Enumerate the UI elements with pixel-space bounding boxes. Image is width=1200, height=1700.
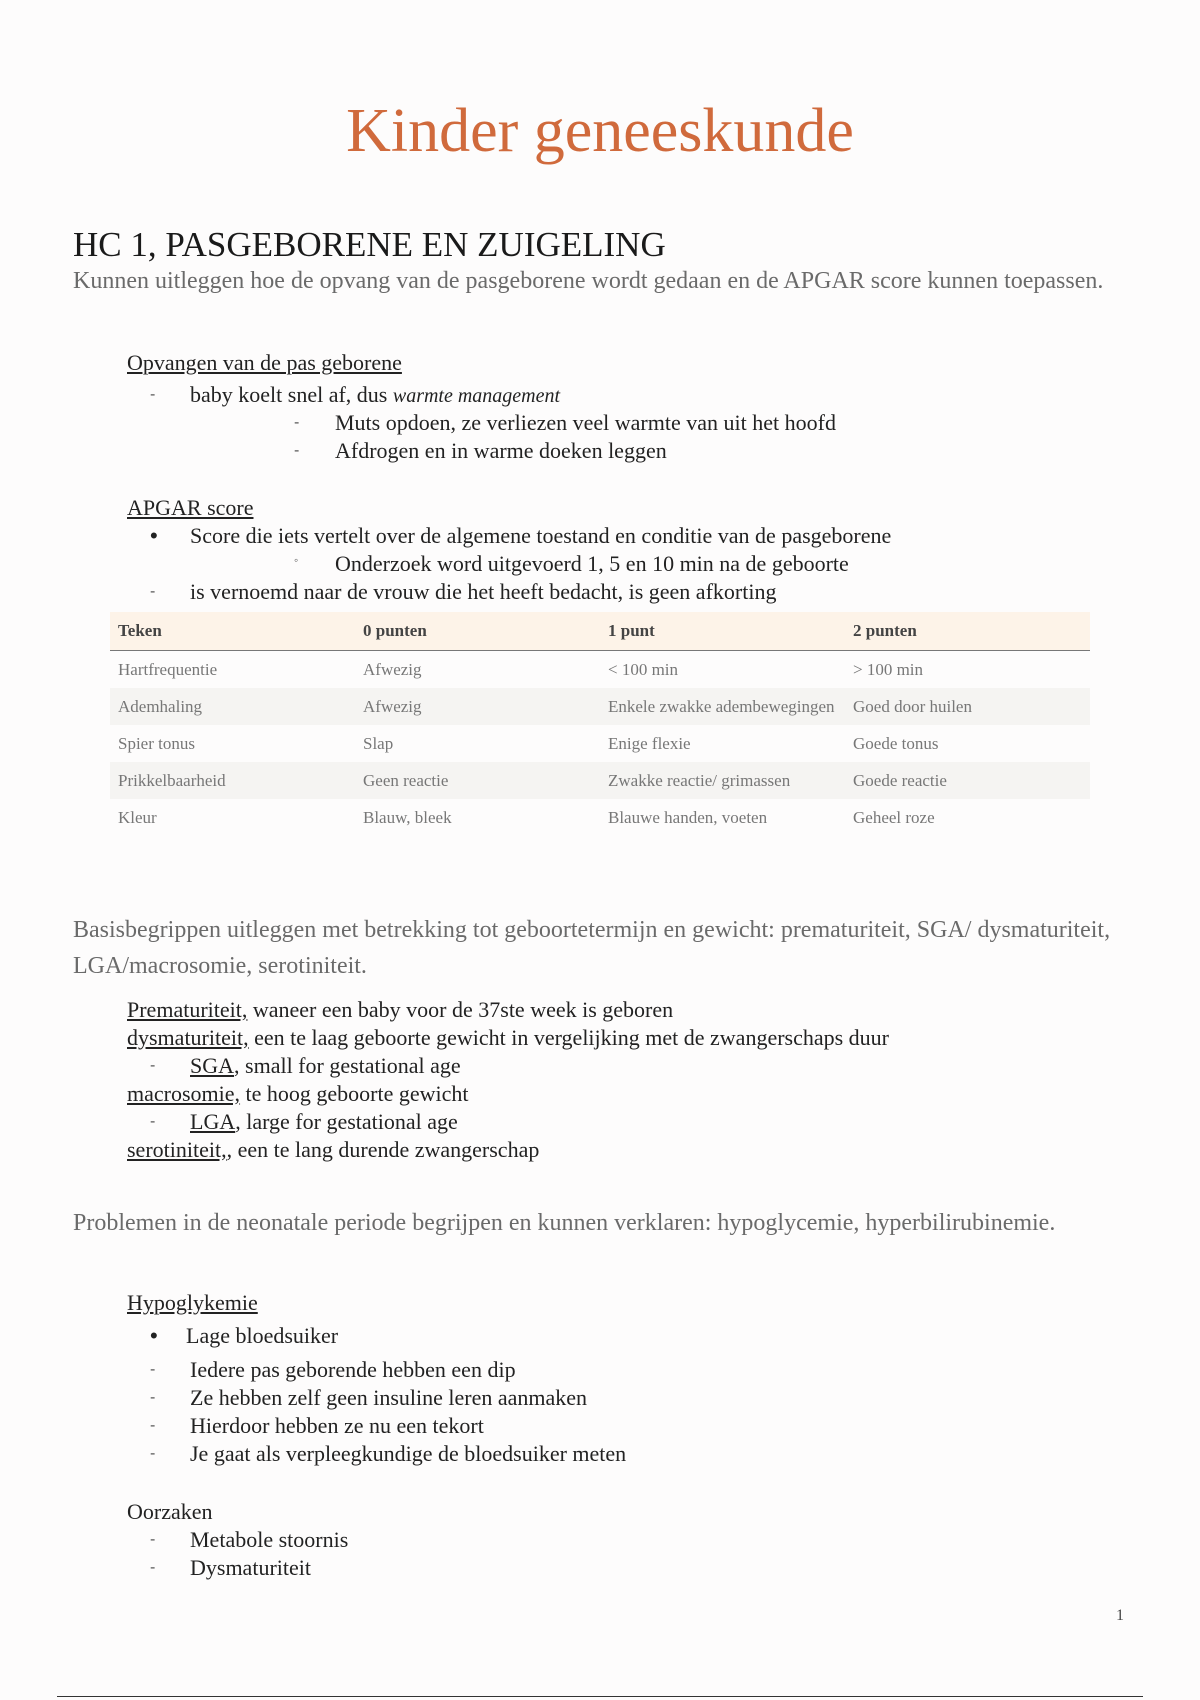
table-cell: Geheel roze bbox=[853, 808, 935, 827]
footer-divider bbox=[57, 1696, 1143, 1697]
learning-goal-2: Basisbegrippen uitleggen met betrekking tot geboortetermijn en gewicht: prematuriteit, SGA/ dysmaturiteit, LGA/macrosomie, serotiniteit. bbox=[73, 917, 1111, 979]
hypo-heading: Hypoglykemie bbox=[127, 1290, 258, 1315]
hypo-item: Iedere pas geborende hebben een dip bbox=[190, 1357, 516, 1382]
hypo-item: Ze hebben zelf geen insuline leren aanmaken bbox=[190, 1385, 588, 1410]
table-cell: Zwakke reactie/ grimassen bbox=[600, 762, 845, 799]
begrip-prematuriteit: Prematuriteit, waneer een baby voor de 37ste week is geboren bbox=[127, 997, 674, 1022]
circle-marker: ◦ bbox=[294, 553, 299, 567]
apgar-item-1: Score die iets vertelt over de algemene toestand en conditie van de pasgeborene bbox=[190, 523, 892, 548]
table-row bbox=[110, 799, 1090, 836]
table-cell: Enkele zwakke adembewegingen bbox=[600, 688, 845, 725]
table-header-row bbox=[110, 612, 1090, 651]
hypo-item: Hierdoor hebben ze nu een tekort bbox=[190, 1413, 484, 1438]
opvang-sub-2: Afdrogen en in warme doeken leggen bbox=[335, 438, 667, 463]
dash-marker: - bbox=[150, 1531, 156, 1548]
table-cell: Enige flexie bbox=[608, 734, 691, 753]
dash-marker: - bbox=[150, 1445, 156, 1462]
apgar-table bbox=[110, 612, 1090, 836]
table-cell: Spier tonus bbox=[118, 734, 195, 753]
begrip-macrosomie: macrosomie, te hoog geboorte gewicht bbox=[127, 1081, 469, 1106]
table-cell: Geen reactie bbox=[355, 762, 600, 799]
table-cell: Blauwe handen, voeten bbox=[608, 808, 768, 827]
dash-marker: - bbox=[294, 442, 300, 459]
begrip-dysmaturiteit: dysmaturiteit, een te laag geboorte gewicht in vergelijking met de zwangerschaps duur bbox=[127, 1025, 890, 1050]
dash-marker: - bbox=[150, 1417, 156, 1434]
dash-marker: - bbox=[150, 386, 156, 403]
begrip-lga: LGA, large for gestational age bbox=[190, 1109, 458, 1134]
dash-marker: - bbox=[294, 414, 300, 431]
apgar-sub-1: Onderzoek word uitgevoerd 1, 5 en 10 min na de geboorte bbox=[335, 551, 849, 576]
dash-marker: - bbox=[150, 1113, 156, 1130]
table-header-cell: 0 punten bbox=[355, 612, 600, 651]
table-cell: Prikkelbaarheid bbox=[110, 762, 355, 799]
table-header-cell: 2 punten bbox=[845, 612, 1090, 651]
table-cell: Afwezig bbox=[363, 660, 422, 679]
dash-marker: - bbox=[150, 1057, 156, 1074]
learning-goal-3: Problemen in de neonatale periode begrijpen en kunnen verklaren: hypoglycemie, hyperbilirubinemie. bbox=[73, 1210, 1056, 1236]
learning-goal-1: Kunnen uitleggen hoe de opvang van de pasgeborene wordt gedaan en de APGAR score kunnen toepassen. bbox=[73, 268, 1104, 294]
oorzaken-heading: Oorzaken bbox=[127, 1499, 213, 1524]
opvang-sub-1: Muts opdoen, ze verliezen veel warmte van uit het hoofd bbox=[335, 410, 836, 435]
hypo-item: Je gaat als verpleegkundige de bloedsuiker meten bbox=[190, 1441, 627, 1466]
table-row bbox=[110, 725, 1090, 762]
apgar-heading: APGAR score bbox=[127, 495, 254, 520]
oorzaken-item: Metabole stoornis bbox=[190, 1527, 349, 1552]
bullet-marker: • bbox=[150, 1323, 158, 1348]
table-cell: Goede reactie bbox=[845, 762, 1090, 799]
apgar-item-2: is vernoemd naar de vrouw die het heeft bedacht, is geen afkorting bbox=[190, 579, 777, 604]
bullet-marker: • bbox=[150, 523, 158, 548]
dash-marker: - bbox=[150, 1559, 156, 1576]
section-heading: HC 1, PASGEBORENE EN ZUIGELING bbox=[73, 225, 666, 264]
table-cell: Ademhaling bbox=[110, 688, 355, 725]
page-number: 1 bbox=[1116, 1607, 1124, 1624]
table-row bbox=[110, 762, 1090, 799]
dash-marker: - bbox=[150, 1389, 156, 1406]
opvang-item-1: baby koelt snel af, dus warmte management bbox=[190, 382, 561, 407]
begrip-sga: SGA, small for gestational age bbox=[190, 1053, 461, 1078]
table-cell: Slap bbox=[363, 734, 394, 753]
table-header-cell: 1 punt bbox=[600, 612, 845, 651]
begrip-serotiniteit: serotiniteit,, een te lang durende zwangerschap bbox=[127, 1137, 540, 1162]
table-cell: < 100 min bbox=[608, 660, 679, 679]
table-cell: Goede tonus bbox=[853, 734, 939, 753]
table-cell: Afwezig bbox=[355, 688, 600, 725]
table-row bbox=[110, 651, 1090, 689]
oorzaken-item: Dysmaturiteit bbox=[190, 1555, 311, 1580]
table-cell: > 100 min bbox=[853, 660, 924, 679]
table-cell: Hartfrequentie bbox=[118, 660, 218, 679]
opvang-heading: Opvangen van de pas geborene bbox=[127, 350, 402, 375]
table-header-cell: Teken bbox=[110, 612, 355, 651]
document-title: Kinder geneeskunde bbox=[346, 97, 854, 165]
table-cell: Kleur bbox=[118, 808, 157, 827]
table-cell: Blauw, bleek bbox=[363, 808, 452, 827]
table-cell: Goed door huilen bbox=[845, 688, 1090, 725]
table-row bbox=[110, 688, 1090, 725]
dash-marker: - bbox=[150, 583, 156, 600]
hypo-bullet: Lage bloedsuiker bbox=[186, 1323, 339, 1348]
dash-marker: - bbox=[150, 1361, 156, 1378]
